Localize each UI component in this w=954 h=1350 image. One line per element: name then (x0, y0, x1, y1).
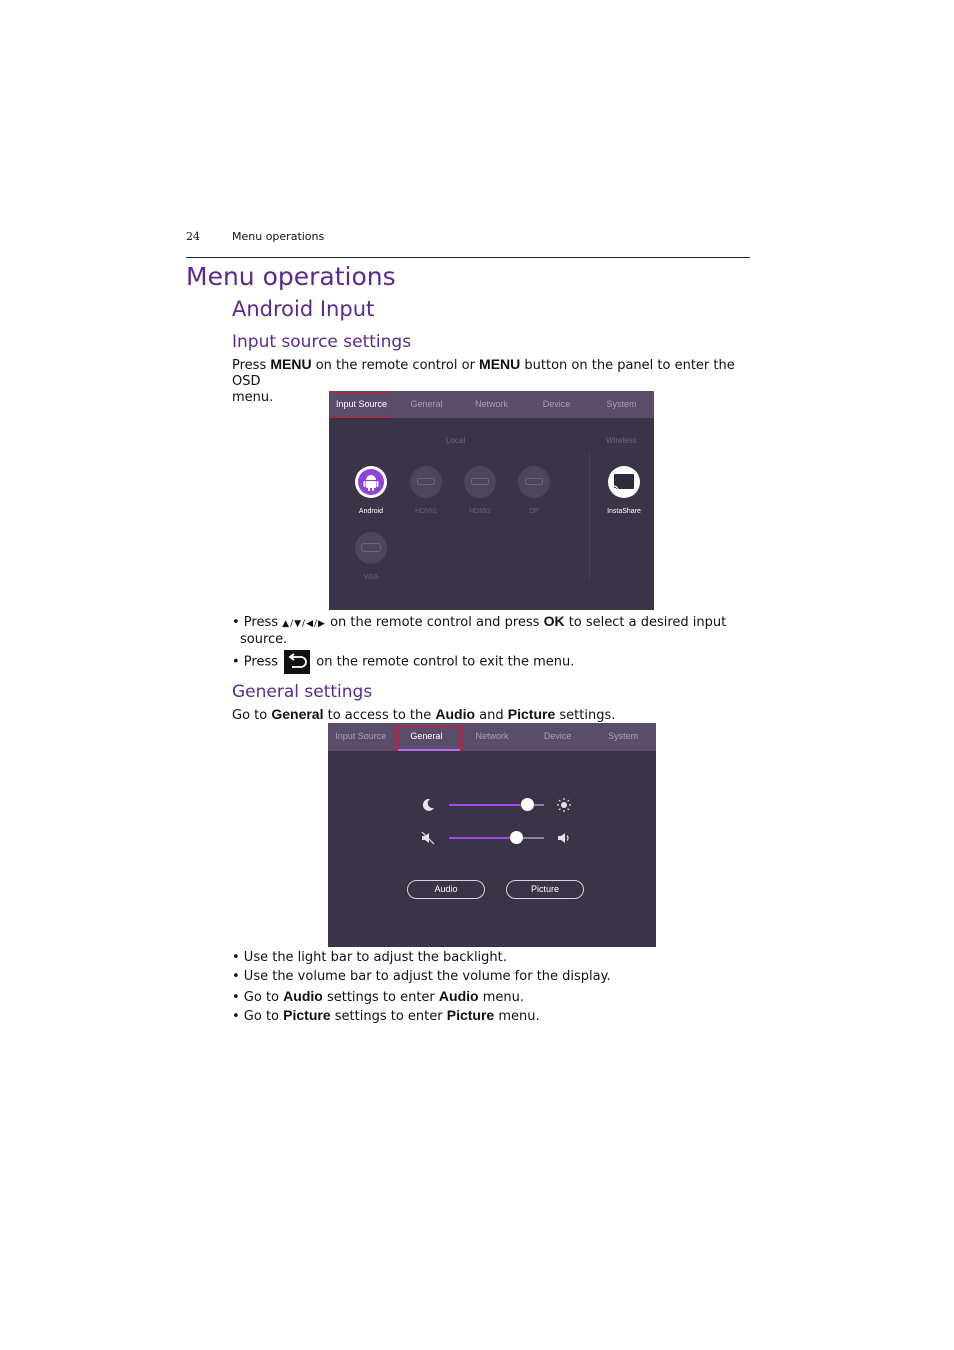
bullet-text: • Go to (232, 990, 284, 1005)
instashare-label: InstaShare (607, 508, 641, 515)
active-tab-underline (398, 749, 460, 751)
speaker-icon (557, 831, 571, 845)
menu-key: MENU (270, 356, 312, 372)
hdmi2-label: HDMI2 (469, 508, 491, 515)
instashare-source-button[interactable] (608, 466, 640, 498)
android-label: Android (358, 508, 384, 515)
hdmi2-source-button[interactable] (464, 466, 496, 498)
intro-text: button on the panel to enter the OSD (232, 358, 735, 389)
back-icon (284, 650, 310, 674)
bullet-audio (232, 988, 524, 1006)
bullet-text: menu. (478, 990, 524, 1005)
local-label: Local (446, 436, 466, 445)
tab-general[interactable]: General (410, 399, 443, 409)
bullet-text: source. (240, 632, 288, 647)
general-key: General (271, 706, 324, 722)
wireless-label: Wireless (606, 436, 637, 445)
bullet-text: • Press (232, 615, 283, 630)
volume-slider-fill (449, 837, 516, 839)
sun-icon (557, 798, 571, 812)
hdmi1-label: HDMI1 (415, 508, 437, 515)
audio-key: Audio (435, 706, 476, 722)
moon-icon (421, 798, 435, 812)
bullet-text: settings to enter (322, 990, 439, 1005)
dp-port-icon (525, 478, 543, 485)
audio-button[interactable]: Audio (407, 880, 485, 899)
backlight-slider-knob[interactable] (521, 798, 534, 811)
intro-text: settings. (555, 708, 616, 723)
bullet-text: settings to enter (330, 1009, 447, 1024)
picture-button[interactable]: Picture (506, 880, 584, 899)
audio-key: Audio (438, 988, 479, 1004)
section-title: Android Input (232, 297, 375, 321)
bullet-exit (232, 650, 752, 674)
divider (589, 453, 590, 579)
android-source-button[interactable] (355, 466, 387, 498)
picture-key: Picture (507, 706, 556, 722)
android-icon (358, 469, 384, 495)
arrow-keys-icon: ▲/▼/◀/▶ (282, 619, 326, 629)
intro-text: Go to (232, 708, 272, 723)
intro-text: on the remote control or (311, 358, 480, 373)
ok-key: OK (543, 613, 565, 629)
tab-system[interactable]: System (608, 731, 639, 741)
general-intro (232, 706, 752, 724)
mute-icon (421, 831, 435, 845)
picture-key: Picture (283, 1007, 331, 1023)
bullet-backlight (232, 950, 507, 966)
bullet-navigate (232, 613, 752, 648)
hdmi1-source-button[interactable] (410, 466, 442, 498)
tab-system[interactable]: System (606, 399, 637, 409)
bullet-text: • Press (232, 654, 283, 670)
bullet-text: • Go to (232, 1009, 284, 1024)
osd-tab-bar (328, 723, 656, 751)
bullet-text: on the remote control to exit the menu. (312, 654, 575, 670)
hdmi-port-icon (471, 478, 489, 485)
input-source-screenshot (329, 391, 654, 610)
menu-key: MENU (479, 356, 521, 372)
bullet-text: to select a desired input (564, 615, 727, 630)
backlight-slider-fill (449, 804, 527, 806)
audio-key: Audio (283, 988, 323, 1004)
picture-key: Picture (446, 1007, 495, 1023)
intro-text: and (475, 708, 508, 723)
tab-input-source[interactable]: Input Source (335, 399, 388, 409)
tab-device[interactable]: Device (542, 399, 571, 409)
bullet-text: on the remote control and press (325, 615, 544, 630)
tab-network[interactable]: Network (474, 399, 508, 409)
tab-input-source[interactable]: Input Source (335, 731, 387, 741)
bullet-volume (232, 969, 611, 985)
vga-label: VGA (363, 574, 379, 581)
intro-text: menu. (232, 390, 274, 405)
header-rule (186, 257, 750, 258)
page-number: 24 (186, 230, 200, 243)
general-screenshot (328, 723, 656, 947)
cast-icon (608, 466, 640, 498)
selection-highlight (396, 726, 461, 751)
intro-text: to access to the (323, 708, 436, 723)
selection-highlight (329, 392, 392, 417)
running-header: Menu operations (232, 230, 325, 243)
bullet-picture (232, 1007, 540, 1025)
tab-network[interactable]: Network (475, 731, 509, 741)
intro-text: Press (232, 358, 271, 373)
bullet-text: • Use the light bar to adjust the backlight. (232, 950, 507, 965)
dp-source-button[interactable] (518, 466, 550, 498)
input-source-heading: Input source settings (232, 332, 412, 352)
hdmi-port-icon (417, 478, 435, 485)
bullet-text: menu. (494, 1009, 540, 1024)
vga-source-button[interactable] (355, 532, 387, 564)
vga-port-icon (361, 543, 381, 552)
dp-label: DP (529, 508, 539, 515)
bullet-text: • Use the volume bar to adjust the volume for the display. (232, 969, 611, 984)
page-title: Menu operations (186, 262, 396, 291)
tab-general[interactable]: General (410, 731, 443, 741)
general-heading: General settings (232, 682, 373, 702)
volume-slider-knob[interactable] (510, 831, 523, 844)
tab-device[interactable]: Device (543, 731, 572, 741)
